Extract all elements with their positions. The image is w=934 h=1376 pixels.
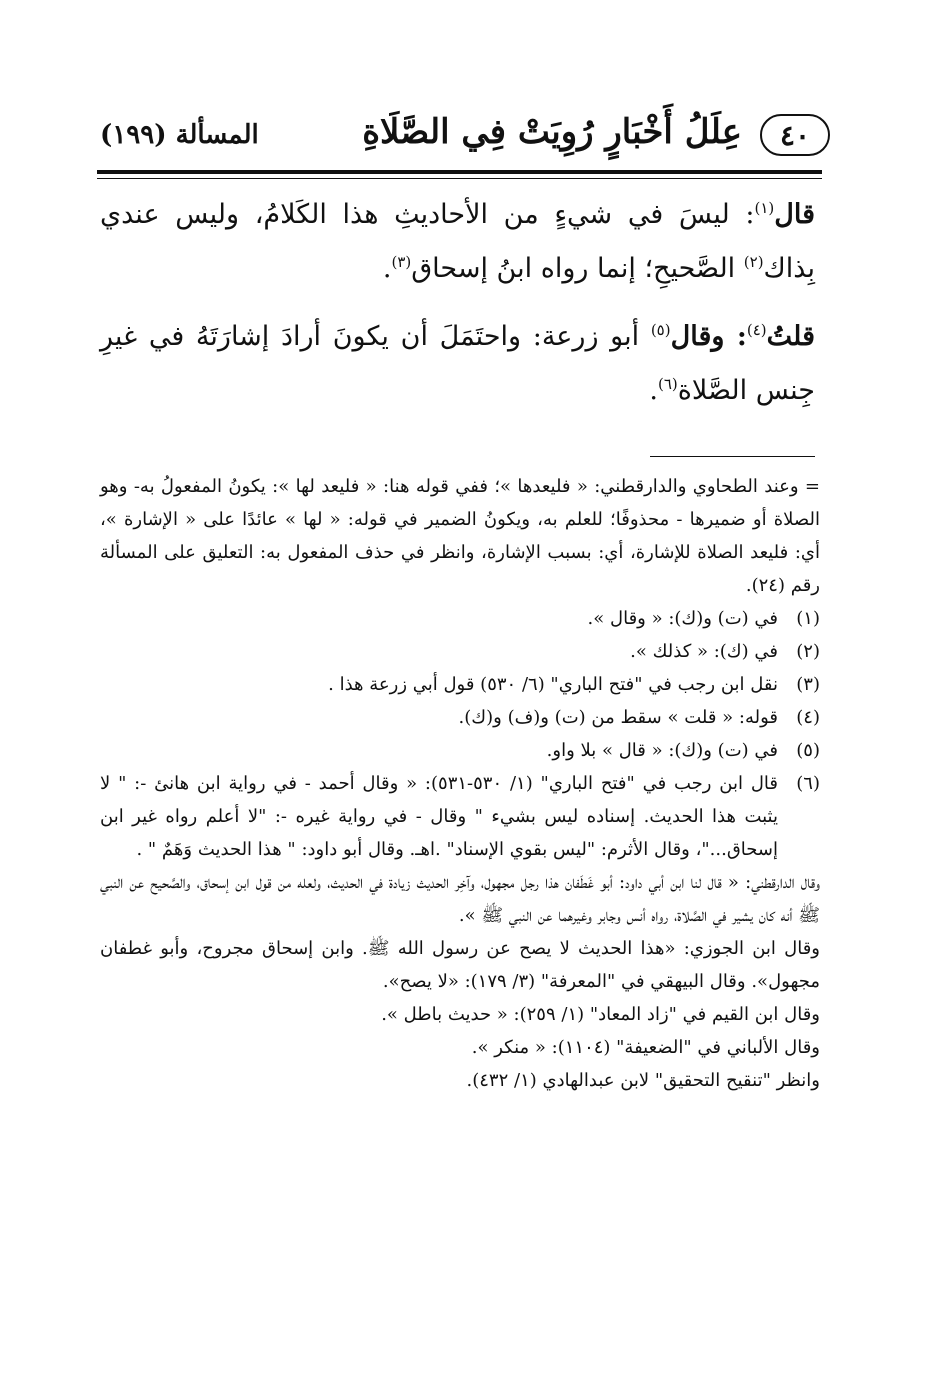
paragraph-text: أبو زرعة: واحتَمَلَ أن يكونَ أرادَ إشارَتَهُ في غيرِ جِنس الصَّلاة bbox=[100, 321, 815, 406]
footnote-number: (٢) bbox=[796, 641, 820, 662]
footnote-ref-5: (٥) bbox=[650, 321, 671, 339]
footnote-extra: وقال ابن الجوزي: «هذا الحديث لا يصح عن رسول الله ﷺ. وابن إسحاق مجروح، وأبو غطفان مجهول». وقال البيهقي في "المعرفة" (٣/ ١٧٩): «لا يصح». bbox=[100, 938, 820, 992]
footnote-item bbox=[100, 734, 820, 767]
footnote-text: في (ت) و(ك): « وقال ». bbox=[587, 608, 778, 629]
footnote-ref-2: (٢) bbox=[743, 253, 764, 271]
lead-word: قلتُ bbox=[766, 321, 815, 352]
footnote-text: في (ت) و(ك): « قال » بلا واو. bbox=[546, 740, 778, 761]
footnote-number: (٥) bbox=[796, 740, 820, 761]
page-number-badge bbox=[760, 114, 830, 156]
footnote-extra: وانظر "تنقيح التحقيق" لابن عبدالهادي (١/ ٤٣٢). bbox=[466, 1070, 820, 1091]
paragraph-text: : ليسَ في شيءٍ من الأحاديثِ هذا الكَلامُ، وليس عندي بِذاك bbox=[100, 199, 815, 284]
book-title: عِلَلُ أَخْبَارٍ رُوِيَتْ فِي الصَّلَاةِ bbox=[362, 112, 742, 152]
footnote-continuation: = وعند الطحاوي والدارقطني: « فليعدها »؛ ففي قوله هنا: « فليعد لها »: يكونُ المفعولُ به- وهو الصلاة أو ضميرها - محذوفًا؛ للعلم به، ويكونُ الضمير في قوله: « لها » عائدًا على « الإشارة »، أي: فليعد الصلاة للإشارة، أي: بسبب الإشارة، وانظر في حذف المفعول به: التعليق على المسألة رقم (٢٤). bbox=[100, 476, 820, 596]
main-paragraph-1 bbox=[100, 188, 815, 296]
footnote-ref-3: (٣) bbox=[391, 253, 412, 271]
footnote-ref-6: (٦) bbox=[657, 375, 678, 393]
footnote-text: قال ابن رجب في "فتح الباري" (١/ ٥٣٠-٥٣١): « وقال أحمد - في رواية ابن هانئ -: " لا يثبت هذا الحديث. إسناده ليس بشيء " وقال - في رواية غيره -: "لا أعلم رواه غير ابن إسحاق..."، وقال الأثرم: "ليس بقوي الإسناد" .اهـ. وقال أبو داود: " هذا الحديث وَهَمٌ " . bbox=[100, 773, 779, 860]
header-rule-thin bbox=[97, 178, 822, 179]
page-number: ٤٠ bbox=[779, 118, 811, 152]
paragraph-text: . bbox=[382, 253, 392, 284]
footnote-extra: وقال ابن القيم في "زاد المعاد" (١/ ٢٥٩): « حديث باطل ». bbox=[381, 1004, 820, 1025]
footnote-number: (٣) bbox=[796, 674, 820, 695]
lead-word: قال bbox=[774, 199, 815, 230]
footnote-text: في (ك): « كذلك ». bbox=[630, 641, 778, 662]
footnote-item bbox=[100, 767, 820, 866]
paragraph-text: الصَّحيحِ؛ إنما رواه ابنُ إسحاق bbox=[411, 253, 744, 284]
footnote-ref-1: (١) bbox=[754, 199, 775, 217]
footnote-item bbox=[100, 668, 820, 701]
footnotes bbox=[100, 470, 820, 1097]
footnote-extra: وقال الدارقطني: « قال لنا ابن أبي داود: أبو غَطَفان هذا رجل مجهول، وآخِر الحديث زيادة في الحديث، ولعله من قول ابن إسحاق، والصَّحيح عن النبي ﷺ أنه كان يشير في الصَّلاة، رواه أنس وجابر وغيرهما عن النبي ﷺ ». bbox=[100, 872, 820, 926]
issue-label: المسألة (١٩٩) bbox=[100, 120, 259, 150]
page-header bbox=[100, 108, 820, 164]
footnote-text: نقل ابن رجب في "فتح الباري" (٦/ ٥٣٠) قول أبي زرعة هذا . bbox=[328, 674, 778, 695]
footnote-separator bbox=[650, 456, 815, 457]
footnote-number: (٦) bbox=[796, 773, 820, 794]
paragraph-text: . bbox=[649, 375, 658, 406]
footnote-ref-4: (٤) bbox=[746, 321, 767, 339]
footnote-text: قوله: « قلت » سقط من (ت) و(ف) و(ك). bbox=[458, 707, 778, 728]
main-text bbox=[100, 188, 815, 432]
footnote-item bbox=[100, 635, 820, 668]
footnote-item bbox=[100, 701, 820, 734]
footnote-item bbox=[100, 602, 820, 635]
footnote-number: (١) bbox=[796, 608, 820, 629]
lead-word: : وقال bbox=[670, 321, 747, 352]
header-rule-thick bbox=[97, 170, 822, 174]
main-paragraph-2 bbox=[100, 310, 815, 418]
footnote-extra: وقال الألباني في "الضعيفة" (١١٠٤): « منكر ». bbox=[471, 1037, 820, 1058]
footnote-number: (٤) bbox=[796, 707, 820, 728]
